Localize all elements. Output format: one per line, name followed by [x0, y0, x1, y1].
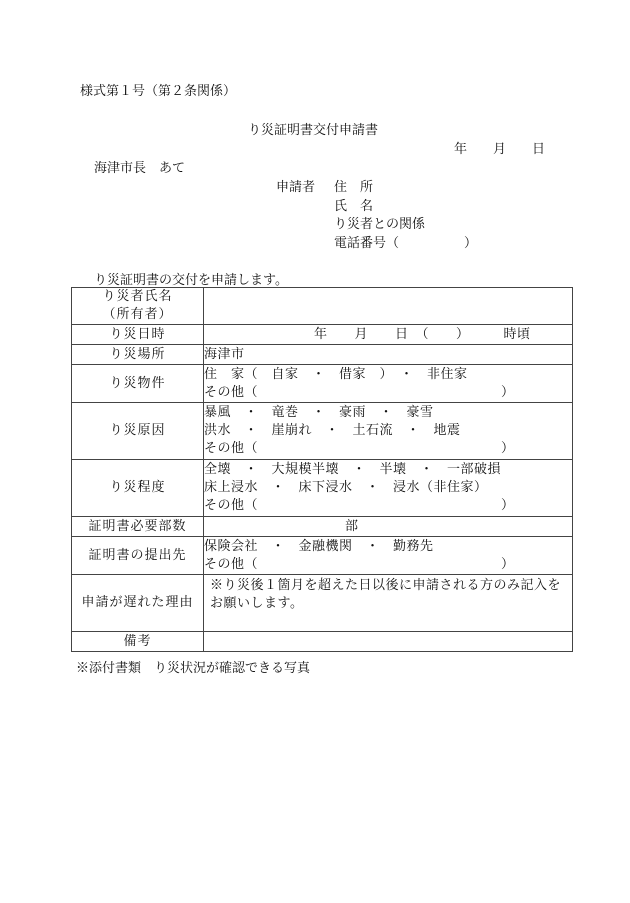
copies-field[interactable]: 部	[204, 517, 573, 537]
applicant-label: 申請者	[276, 180, 316, 195]
form-number: 様式第１号（第２条関係）	[80, 84, 237, 99]
disaster-datetime-field[interactable]: 年 月 日 （ ） 時頃	[204, 325, 573, 345]
victim-name-field[interactable]	[204, 288, 573, 325]
applicant-relation-label: り災者との関係	[334, 217, 426, 232]
applicant-phone-label: 電話番号（ ）	[334, 236, 478, 251]
disaster-degree-label: り災程度	[72, 460, 204, 517]
date-line: 年 月 日	[454, 142, 546, 157]
intro-text: り災証明書の交付を申請します。	[94, 273, 288, 288]
late-reason-field[interactable]: ※り災後１箇月を超えた日以後に申請される方のみ記入をお願いします。	[204, 575, 573, 632]
attachments-note: ※添付書類 り災状況が確認できる写真	[76, 661, 311, 676]
copies-label: 証明書必要部数	[72, 517, 204, 537]
remarks-label: 備考	[72, 632, 204, 652]
applicant-address-label: 住 所	[334, 180, 374, 195]
victim-name-label: り災者氏名 （所有者）	[72, 288, 204, 325]
disaster-degree-field[interactable]: 全壊 ・ 大規模半壊 ・ 半壊 ・ 一部破損 床上浸水 ・ 床下浸水 ・ 浸水（非住家） その他（ ）	[204, 460, 573, 517]
disaster-property-field[interactable]: 住 家（ 自家 ・ 借家 ） ・ 非住家 その他（ ）	[204, 365, 573, 403]
application-table	[71, 287, 573, 652]
applicant-name-label: 氏 名	[334, 199, 374, 214]
disaster-place-field[interactable]: 海津市	[204, 345, 573, 365]
disaster-cause-field[interactable]: 暴風 ・ 竜巻 ・ 豪雨 ・ 豪雪 洪水 ・ 崖崩れ ・ 土石流 ・ 地震 その他（ ）	[204, 403, 573, 460]
disaster-property-label: り災物件	[72, 365, 204, 403]
disaster-datetime-label: り災日時	[72, 325, 204, 345]
disaster-cause-label: り災原因	[72, 403, 204, 460]
page-title: り災証明書交付申請書	[248, 123, 379, 138]
addressee: 海津市長 あて	[94, 161, 186, 176]
submit-to-label: 証明書の提出先	[72, 537, 204, 575]
late-reason-label: 申請が遅れた理由	[72, 575, 204, 632]
remarks-field[interactable]	[204, 632, 573, 652]
disaster-place-label: り災場所	[72, 345, 204, 365]
submit-to-field[interactable]: 保険会社 ・ 金融機関 ・ 勤務先 その他（ ）	[204, 537, 573, 575]
